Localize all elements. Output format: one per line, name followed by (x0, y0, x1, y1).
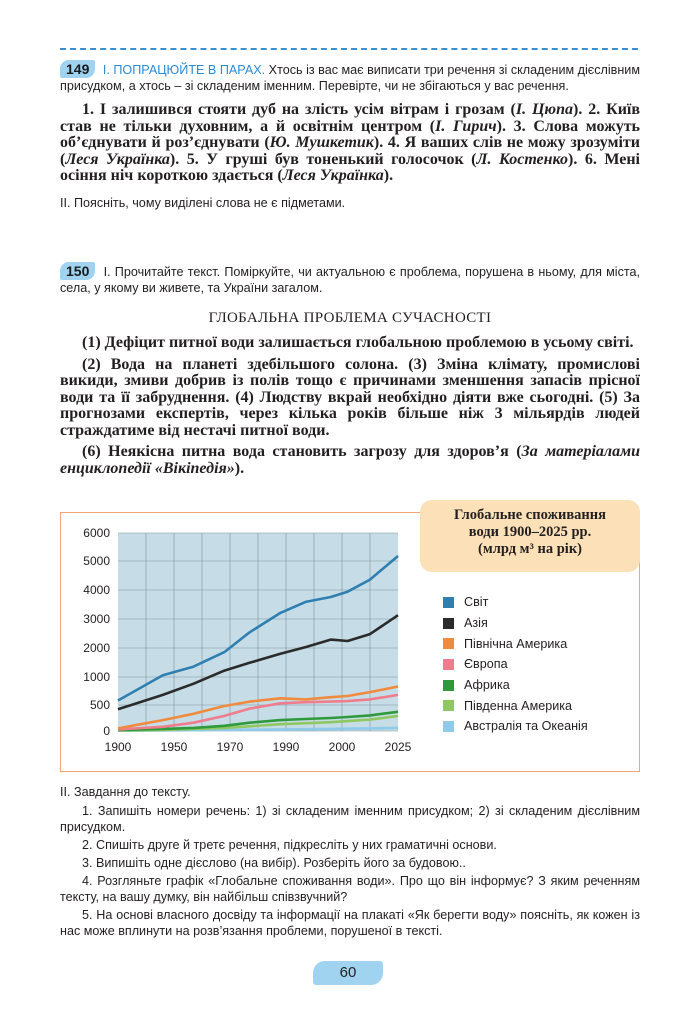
exercise-150-tasks (60, 784, 640, 939)
legend-label: Південна Америка (464, 698, 573, 713)
chart-title-line1: Глобальне споживання (453, 507, 606, 523)
legend-item (443, 654, 588, 675)
instruction-text: І. Прочитайте текст. Поміркуйте, чи актуальною є проблема, порушена в ньому, для міста, села, у якому ви живете, та України загалом. (60, 265, 641, 295)
legend-label: Австралія та Океанія (464, 719, 588, 734)
highlighted-word: Мені (604, 150, 640, 168)
tasks-title: ІІ. Завдання до тексту. (60, 785, 191, 799)
legend-label: Північна Америка (464, 636, 568, 651)
task-item: 1. Запишіть номери речень: 1) зі складеним іменним присудком; 2) зі складеним дієслівним присудком. (60, 804, 640, 834)
legend-item (443, 633, 588, 654)
water-consumption-chart (60, 515, 420, 765)
exercise-number-badge: 149 (60, 60, 95, 78)
legend-swatch (443, 680, 454, 691)
text-heading: ГЛОБАЛЬНА ПРОБЛЕМА СУЧАСНОСТІ (208, 310, 492, 326)
y-tick-label: 2000 (83, 641, 110, 655)
y-tick-label: 5000 (83, 554, 110, 568)
instruction-text: Хтось із вас має виписати три речення зі складеним дієслівним присудком, а хтось – зі складеним іменним. Перевірте, чи не збігаються у вас речення. (60, 63, 640, 93)
legend-label: Світ (464, 595, 489, 610)
chart-title-line2: води 1900–2025 рр. (468, 524, 592, 540)
task-item: 3. Випишіть одне дієслово (на вибір). Розберіть його за будовою.. (82, 856, 466, 870)
y-tick-label: 500 (89, 698, 110, 712)
exercise-number-badge: 150 (60, 262, 95, 280)
pair-work-label: І. ПОПРАЦЮЙТЕ В ПАРАХ. (102, 63, 266, 77)
exercise-149-task2: ІІ. Поясніть, чому виділені слова не є підметами. (60, 195, 346, 210)
exercise-149-instruction (60, 60, 640, 94)
legend-swatch (443, 721, 454, 732)
y-tick-label: 6000 (83, 526, 110, 540)
x-tick-label: 1950 (160, 740, 188, 754)
legend-item (443, 695, 588, 716)
y-tick-label: 3000 (83, 612, 110, 626)
chart-title-unit: (млрд м³ на рік) (477, 541, 583, 557)
legend-item (443, 592, 588, 613)
x-tick-label: 1990 (272, 740, 300, 754)
paragraph-3: (6) Неякісна питна вода становить загрозу для здоров’я (За матеріалами енциклопедії «Вікіпедія»). (60, 443, 641, 477)
x-tick-label: 1970 (216, 740, 244, 754)
legend-label: Африка (464, 678, 510, 693)
y-tick-label: 0 (103, 724, 110, 738)
exercise-150-instruction (60, 262, 640, 296)
x-tick-label: 2000 (328, 740, 356, 754)
page-number: 60 (313, 961, 383, 985)
task-item: 2. Спишіть друге й третє речення, підкресліть у них граматичні основи. (82, 838, 497, 852)
exercise-149 (60, 60, 640, 211)
legend-swatch (443, 597, 454, 608)
legend-swatch (443, 638, 454, 649)
exercise-149-sentences: 1. І залишився стояти дуб на зліcть усім вітрам і грозам (І. Цюпа). 2. Київ став не тільки духовним, а й освітнім центром (І. Гирич). 3. Слова можуть об’єднувати й роз’єднувати (Ю. Мушкетик). 4. Я ваших слів не можу зрозуміти (Леся Українка). 5. У груші був тоненький голосочок (Л. Костенко). 6. Мені осіння ніч короткою здається (Леся Українка). (60, 101, 641, 184)
legend-swatch (443, 659, 454, 670)
legend-item (443, 613, 588, 634)
paragraph-1: (1) Дефіцит питної води залишається глобальною проблемою в усьому світі. (82, 334, 634, 351)
task-item: 4. Розгляньте графік «Глобальне споживання води». Про що він інформує? З яким реченням тексту, на вашу думку, він найбільш співзвучний? (60, 874, 640, 904)
exercise-150 (60, 262, 640, 477)
y-tick-label: 4000 (83, 583, 110, 597)
chart-title-box (420, 500, 640, 572)
task-item: 5. На основі власного досвіду та інформації на плакаті «Як берегти воду» поясніть, як кожен із нас може вплинути на розв’язання проблеми, порушеної в тексті. (60, 908, 640, 938)
x-tick-label: 2025 (384, 740, 412, 754)
legend-label: Азія (464, 616, 488, 631)
top-dashed-rule (60, 48, 638, 50)
paragraph-2: (2) Вода на планеті здебільшого солона. (3) Зміна клімату, промислові викиди, змиви добрив із полів тощо є причинами зменшення запасів прісної води та її забруднення. (4) Людству вкрай необхідно діяти вже сьогодні. (5) За прогнозами експертів, через кілька років більше ніж 3 мільярдів людей страждатиме від нестачі питної води. (60, 355, 640, 439)
chart-legend (443, 592, 588, 737)
legend-label: Європа (464, 657, 508, 672)
legend-swatch (443, 700, 454, 711)
legend-item (443, 716, 588, 737)
y-tick-label: 1000 (83, 670, 110, 684)
legend-swatch (443, 618, 454, 629)
x-tick-label: 1900 (104, 740, 132, 754)
source-citation: За матеріалами енциклопедії «Вікіпедія» (60, 443, 641, 477)
legend-item (443, 675, 588, 696)
highlighted-word: груші (225, 150, 268, 168)
